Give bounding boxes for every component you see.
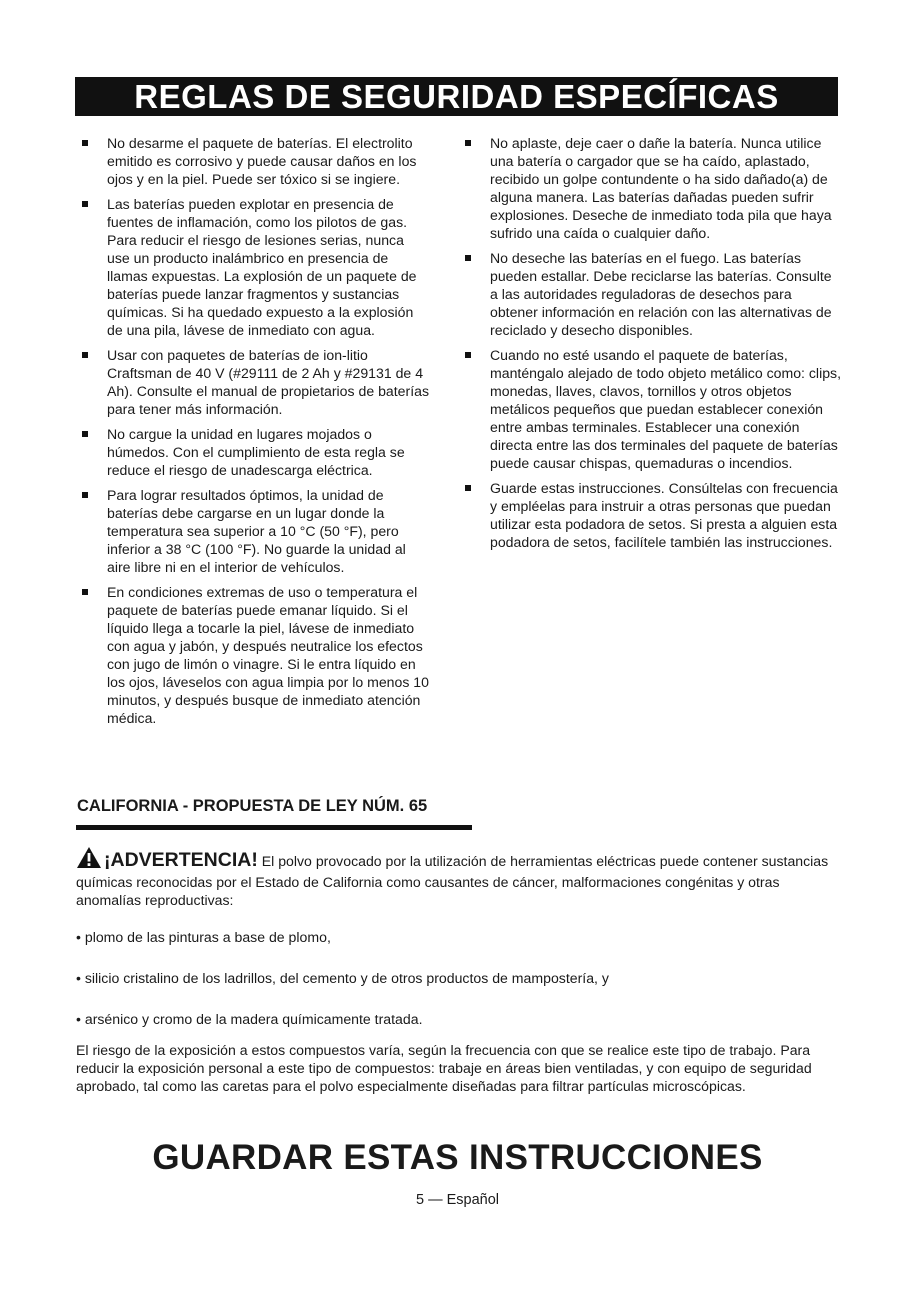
rule-text: No deseche las baterías en el fuego. Las baterías pueden estallar. Debe reciclarse las baterías. Consulte a las autoridades reguladoras de desechos para obtener información en relación con las alternativas de reciclado y desecho disponibles. (490, 250, 832, 338)
square-bullet-icon (82, 352, 88, 358)
section-title-bar (75, 77, 838, 116)
square-bullet-icon (82, 431, 88, 437)
exposure-paragraph: El riesgo de la exposición a estos compuestos varía, según la frecuencia con que se realice este tipo de trabajo. Para reducir la exposición personal a este tipo de compuestos: trabaje en áreas bien ventiladas, y con equipo de seguridad aprobado, tal como las caretas para el polvo especialmente diseñadas para filtrar partículas microscópicas. (76, 1042, 812, 1094)
hazard-item: • silicio cristalino de los ladrillos, del cemento y de otros productos de mampostería, y (76, 970, 609, 986)
rule-item (80, 195, 430, 339)
rule-item (463, 249, 843, 339)
square-bullet-icon (465, 140, 471, 146)
hazard-item: • plomo de las pinturas a base de plomo, (76, 929, 331, 945)
warning-label: ¡ADVERTENCIA! (104, 849, 258, 871)
square-bullet-icon (82, 201, 88, 207)
rule-text: No cargue la unidad en lugares mojados o húmedos. Con el cumplimiento de esta regla se reduce el riesgo de unadescarga eléctrica. (107, 426, 405, 478)
square-bullet-icon (465, 255, 471, 261)
rule-item (80, 425, 430, 479)
right-rules-column (463, 134, 843, 558)
rule-item (463, 346, 843, 472)
rule-item (463, 134, 843, 242)
rule-item (80, 134, 430, 188)
rule-item (463, 479, 843, 551)
rule-item (80, 583, 430, 727)
square-bullet-icon (82, 589, 88, 595)
rule-text: Para lograr resultados óptimos, la unidad de baterías debe cargarse en un lugar donde la temperatura sea superior a 10 °C (50 °F), pero inferior a 38 °C (100 °F). No guarde la unidad al aire libre ni en el interior de vehículos. (107, 487, 406, 575)
prop65-heading: CALIFORNIA - PROPUESTA DE LEY NÚM. 65 (77, 797, 428, 815)
warning-text: El polvo provocado por la utilización de herramientas eléctricas puede contener sustancias químicas reconocidas por el Estado de California como causantes de cáncer, malformaciones congénitas y otras anomalías reproductivas: (76, 853, 829, 908)
rule-text: En condiciones extremas de uso o temperatura el paquete de baterías puede emanar líquido. Si el líquido llega a tocarle la piel, lávese de inmediato con agua y jabón, y después neutralice los efectos con jugo de limón o vinagre. Si le entra líquido en los ojos, láveselos con agua limpia por lo menos 10 minutos, y después busque de inmediato atención médica. (107, 584, 429, 726)
rule-item (80, 346, 430, 418)
prop65-warning (76, 846, 846, 909)
rule-item (80, 486, 430, 576)
page-number: 5 — Español (415, 1192, 500, 1208)
rule-text: No desarme el paquete de baterías. El electrolito emitido es corrosivo y puede causar daños en los ojos y en la piel. Puede ser tóxico si se ingiere. (107, 135, 417, 187)
hazard-item: • arsénico y cromo de la madera químicamente tratada. (76, 1011, 423, 1027)
rule-text: Cuando no esté usando el paquete de baterías, manténgalo alejado de todo objeto metálico como: clips, monedas, llaves, clavos, tornillos y otros objetos metálicos pequeños que puedan establecer conexión entre ambas terminales. Establecer una conexión directa entre las dos terminales del paquete de baterías puede causar chispas, quemaduras o incendios. (490, 347, 841, 471)
save-instructions-heading: GUARDAR ESTAS INSTRUCCIONES (152, 1138, 763, 1177)
square-bullet-icon (82, 492, 88, 498)
square-bullet-icon (82, 140, 88, 146)
rule-text: Guarde estas instrucciones. Consúltelas con frecuencia y empléelas para instruir a otras personas que puedan utilizar esta podadora de setos. Si presta a alguien esta podadora de setos, facilítele también las instrucciones. (490, 480, 838, 550)
warning-triangle-icon (76, 846, 102, 873)
rule-text: Usar con paquetes de baterías de ion-litio Craftsman de 40 V (#29111 de 2 Ah y #29131 de 4 Ah). Consulte el manual de propietarios de baterías para tener más información. (107, 347, 429, 417)
section-title: REGLAS DE SEGURIDAD ESPECÍFICAS (134, 77, 779, 115)
heading-underline (76, 825, 472, 830)
rule-text: Las baterías pueden explotar en presencia de fuentes de inflamación, como los pilotos de gas. Para reducir el riesgo de lesiones serias, nunca use un producto inalámbrico en presencia de llamas expuestas. La explosión de un paquete de baterías puede lanzar fragmentos y sustancias químicas. Si ha quedado expuesto a la explosión de una pila, lávese de inmediato con agua. (107, 196, 417, 338)
left-rules-column (80, 134, 430, 734)
square-bullet-icon (465, 485, 471, 491)
square-bullet-icon (465, 352, 471, 358)
rule-text: No aplaste, deje caer o dañe la batería. Nunca utilice una batería o cargador que se ha caído, aplastado, recibido un golpe contundente o ha sido dañado(a) de alguna manera. Las baterías dañadas pueden sufrir explosiones. Deseche de inmediato toda pila que haya sufrido una caída o cualquier daño. (490, 135, 832, 241)
